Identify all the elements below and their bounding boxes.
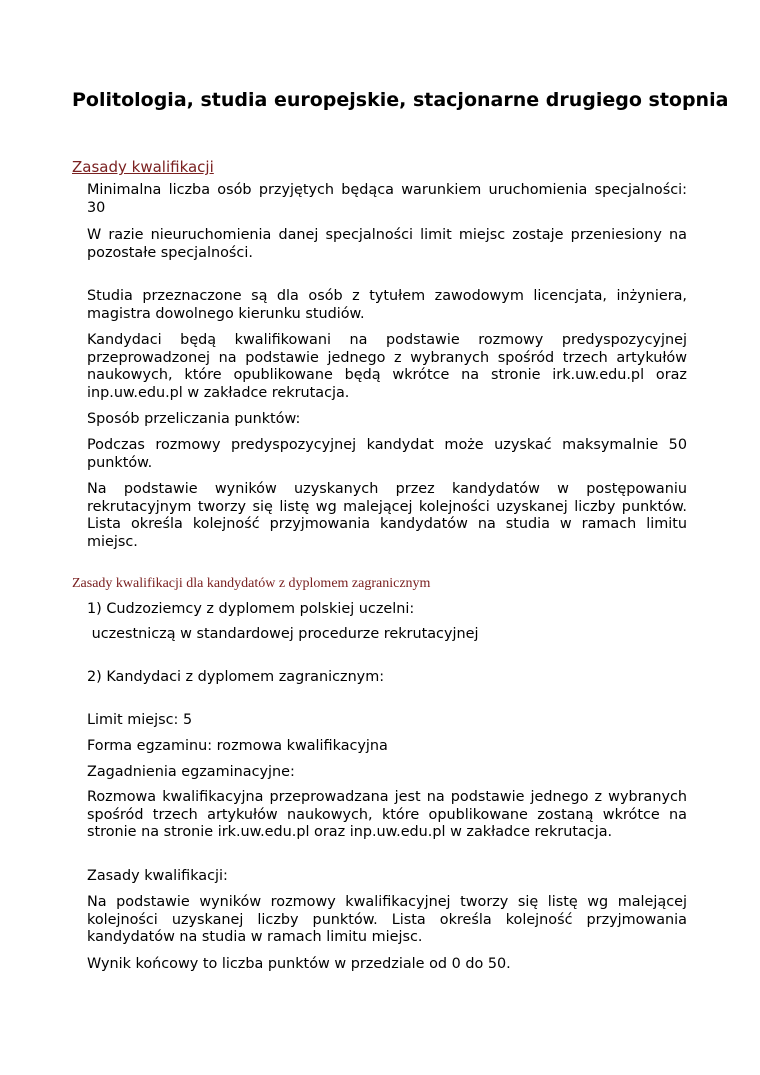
document-title: Politologia, studia europejskie, stacjonarne drugiego stopnia bbox=[72, 89, 729, 111]
paragraph-max-points: Podczas rozmowy predyspozycyjnej kandydat może uzyskać maksymalnie 50 punktów. bbox=[87, 437, 687, 471]
paragraph-qualification-rules: Zasady kwalifikacji: bbox=[87, 868, 228, 884]
paragraph-exam-form: Forma egzaminu: rozmowa kwalifikacyjna bbox=[87, 738, 388, 754]
paragraph-points-method: Sposób przeliczania punktów: bbox=[87, 411, 301, 427]
paragraph-eligibility: Studia przeznaczone są dla osób z tytułem zawodowym licencjata, inżyniera, magistra dowolnego kierunku studiów. bbox=[87, 288, 687, 322]
paragraph-foreign-diploma-candidates: 2) Kandydaci z dyplomem zagranicznym: bbox=[87, 669, 385, 685]
paragraph-exam-topics: Zagadnienia egzaminacyjne: bbox=[87, 764, 295, 780]
paragraph-ranking: Na podstawie wyników uzyskanych przez kandydatów w postępowaniu rekrutacyjnym tworzy się listę wg malejącej kolejności uzyskanej liczby punktów. Lista określa kolejność przyjmowania kandydatów na studia w ramach limitu miejsc. bbox=[87, 481, 687, 550]
paragraph-interview-basis: Kandydaci będą kwalifikowani na podstawie rozmowy predyspozycyjnej przeprowadzonej na podstawie jednego z wybranych spośród trzech artykułów naukowych, które opublikowane będą wkrótce na stronie irk.uw.edu.pl oraz inp.uw.edu.pl w zakładce rekrutacja. bbox=[87, 332, 687, 401]
section-heading-qualification: Zasady kwalifikacji bbox=[72, 158, 214, 176]
paragraph-foreigners-polish-diploma: 1) Cudzoziemcy z dyplomem polskiej uczelni: bbox=[87, 601, 415, 617]
paragraph-interview-ranking: Na podstawie wyników rozmowy kwalifikacyjnej tworzy się listę wg malejącej kolejności uzyskanej liczby punktów. Lista określa kolejność przyjmowania kandydatów na studia w ramach limitu miejsc. bbox=[87, 894, 687, 945]
paragraph-limit-transfer: W razie nieuruchomienia danej specjalności limit miejsc zostaje przeniesiony na pozostałe specjalności. bbox=[87, 227, 687, 261]
paragraph-min-students: Minimalna liczba osób przyjętych będąca warunkiem uruchomienia specjalności: 30 bbox=[87, 182, 687, 216]
paragraph-standard-procedure: uczestniczą w standardowej procedurze rekrutacyjnej bbox=[87, 626, 479, 642]
paragraph-interview-articles: Rozmowa kwalifikacyjna przeprowadzana jest na podstawie jednego z wybranych spośród trzech artykułów naukowych, które opublikowane zostaną wkrótce na stronie na stronie irk.uw.edu.pl oraz inp.uw.edu.pl w zakładce rekrutacja. bbox=[87, 789, 687, 840]
paragraph-seat-limit: Limit miejsc: 5 bbox=[87, 712, 193, 728]
paragraph-final-score: Wynik końcowy to liczba punktów w przedziale od 0 do 50. bbox=[87, 956, 511, 972]
section-heading-foreign-diploma: Zasady kwalifikacji dla kandydatów z dyplomem zagranicznym bbox=[72, 576, 431, 591]
